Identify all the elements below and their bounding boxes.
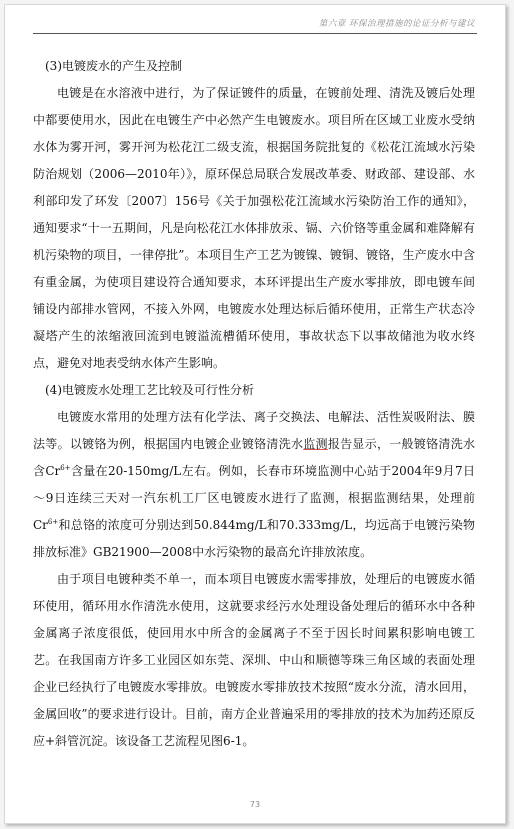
section-heading-3: (3)电镀废水的产生及控制 <box>45 59 182 73</box>
page-number: 73 <box>249 800 261 809</box>
underlined-term-monitor: 监测 <box>303 437 328 451</box>
paragraph-electroplating-wastewater: 电镀是在水溶液中进行，为了保证镀件的质量，在镀前处理、清洗及镀后处理中都要使用水，因此在电镀生产中必然产生电镀废水。项目所在区域工业废水受纳水体为雾开河，雾开河为松花江二级支流，根据国务院批复的《松花江流域水污染防治规划（2006—2010年）》，原环保总局联合发展改革委、财政部、建设部、水利部印发了环发〔2007〕156号《关于加强松花江流域水污染防治工作的通知》，通知要求“十一五期间，凡是向松花江水体排放汞、镉、六价铬等重金属和难降解有机污染物的项目，一律停批”。本项目生产工艺为镀镍、镀铜、镀铬，生产废水中含有重金属，为使项目建设符合通知要求，本环评提出生产废水零排放，即电镀车间铺设内部排水管网，不接入外网，电镀废水处理达标后循环使用，正常生产状态冷凝塔产生的浓缩液回流到电镀溢流槽循环使用，事故状态下以事故储池为收水终点，避免对地表受纳水体产生影响。 <box>33 86 475 370</box>
superscript-charge: 6+ <box>60 464 71 472</box>
document-body <box>33 53 475 755</box>
text-run: 含量在20-150mg/L左右。例如，长春市环境监测中心站于2004年9月7日～9日连续三天对一汽东机工厂区电镀废水进行了监测，根据监测结果，处理前Cr <box>33 464 475 532</box>
document-page <box>4 4 506 824</box>
header-divider <box>33 33 477 34</box>
section-heading-4: (4)电镀废水处理工艺比较及可行性分析 <box>45 383 254 397</box>
paragraph-treatment-methods <box>33 404 475 566</box>
text-run: 和总铬的浓度可分别达到50.844mg/L和70.333mg/L，均远高于电镀污染物排放标准》GB21900—2008中水污染物的最高允许排放浓度。 <box>33 518 475 559</box>
superscript-charge: 6+ <box>47 518 59 526</box>
running-header: 第六章 环保治理措施的论证分析与建议 <box>318 19 475 29</box>
paragraph-zero-discharge: 由于项目电镀种类不单一，而本项目电镀废水需零排放，处理后的电镀废水循环使用，循环用水作清洗水使用，这就要求经污水处理设备处理后的循环水中各种金属离子浓度很低，使回用水中所含的金属离子不至于因长时间累积影响电镀工艺。在我国南方许多工业园区如东莞、深圳、中山和顺德等珠三角区域的表面处理企业已经执行了电镀废水零排放。电镀废水零排放技术按照“废水分流，清水回用，金属回收”的要求进行设计。目前，南方企业普遍采用的零排放的技术为加药还原反应+斜管沉淀。该设备工艺流程见图6-1。 <box>33 572 475 748</box>
text-run: 报告显示，一般镀铬清洗水含Cr <box>33 437 475 478</box>
text-run: 电镀废水常用的处理方法有化学法、离子交换法、电解法、活性炭吸附法、膜法等。以镀铬为例，根据国内电镀企业镀铬清洗水 <box>33 410 475 451</box>
